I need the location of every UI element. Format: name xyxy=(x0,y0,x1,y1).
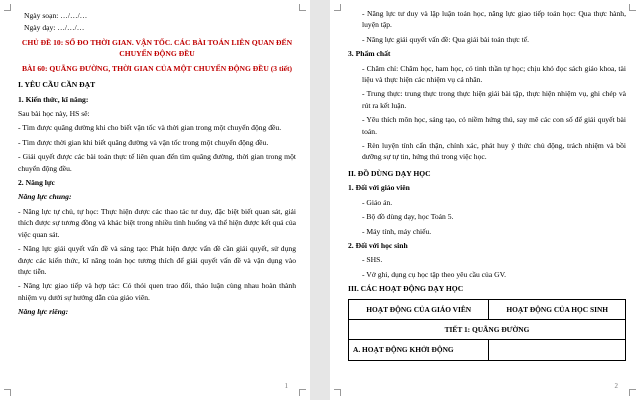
student-item: - Vở ghi, dụng cụ học tập theo yêu cầu của GV. xyxy=(362,269,506,279)
knowledge-item: - Giải quyết được các bài toán thực tế liên quan đến tìm quãng đường, thời gian trong một chuyển động đều. xyxy=(18,152,296,173)
general-competence-label: Năng lực chung: xyxy=(18,192,72,202)
teacher-item: - Bộ đồ dùng dạy, học Toán 5. xyxy=(362,212,454,222)
table-row xyxy=(349,340,626,360)
page-number: 1 xyxy=(284,382,288,390)
crop-mark xyxy=(299,4,306,11)
general-competence-item: - Năng lực giao tiếp và hợp tác: Có thói quen trao đổi, thảo luận cùng nhau hoàn thành nhiệm vụ dưới sự hướng dẫn của giáo viên. xyxy=(18,281,296,302)
knowledge-item: - Tìm được quãng đường khi cho biết vận tốc và thời gian trong một chuyển động đều. xyxy=(18,123,282,133)
subheading-student: 2. Đối với học sinh xyxy=(348,240,408,250)
table-header-row xyxy=(349,299,626,319)
document-page-1 xyxy=(0,0,310,400)
document-page-2 xyxy=(330,0,640,400)
quality-item: - Yêu thích môn học, sáng tạo, có niềm hứng thú, say mê các con số để giải quyết bài toán. xyxy=(362,115,626,136)
general-competence-item: - Năng lực tự chủ, tự học: Thực hiện được các thao tác tư duy, đặc biệt biết quan sát, giải thích được sự tương đồng và khác biệt trong nhiều tình huống và thể hiện được kết quả của việc quan sát. xyxy=(18,206,296,239)
crop-mark xyxy=(334,4,341,11)
subheading-competence: 2. Năng lực xyxy=(18,178,55,188)
date-prepared: Ngày soạn: …/…/… xyxy=(24,11,88,20)
teacher-item: - Máy tính, máy chiếu. xyxy=(362,226,432,236)
specific-competence-item: - Năng lực giải quyết vấn đề: Qua giải bài toán thực tế. xyxy=(362,34,530,44)
table-header-student: HOẠT ĐỘNG CỦA HỌC SINH xyxy=(489,299,626,319)
chapter-title: CHỦ ĐỀ 10: SỐ ĐO THỜI GIAN. VẬN TỐC. CÁC BÀI TOÁN LIÊN QUAN ĐẾN CHUYỂN ĐỘNG ĐỀU xyxy=(21,38,293,59)
subheading-teacher: 1. Đối với giáo viên xyxy=(348,183,410,193)
table-cell-empty xyxy=(489,340,626,360)
specific-competence-item: - Năng lực tư duy và lập luận toán học, năng lực giao tiếp toán học: Qua thực hành, luyện tập. xyxy=(362,9,626,30)
period-heading: TIẾT 1: QUÃNG ĐƯỜNG xyxy=(349,319,626,339)
subheading-qualities: 3. Phẩm chất xyxy=(348,49,391,59)
specific-competence-label: Năng lực riêng: xyxy=(18,307,69,317)
subheading-knowledge: 1. Kiến thức, kĩ năng: xyxy=(18,94,89,104)
intro-text: Sau bài học này, HS sẽ: xyxy=(18,109,90,119)
table-row xyxy=(349,319,626,339)
crop-mark xyxy=(629,4,636,11)
teacher-item: - Giáo án. xyxy=(362,197,393,207)
crop-mark xyxy=(334,389,341,396)
lesson-title: BÀI 60: QUÃNG ĐƯỜNG, THỜI GIAN CỦA MỘT CHUYỂN ĐỘNG ĐỀU (3 tiết) xyxy=(21,63,293,73)
section-heading-requirements: I. YÊU CẦU CẦN ĐẠT xyxy=(18,80,96,90)
activities-table xyxy=(348,299,626,361)
crop-mark xyxy=(629,389,636,396)
quality-item: - Rèn luyện tính cẩn thận, chính xác, phát huy ý thức chủ động, trách nhiệm và bồi dưỡng sự tự tin, hứng thú trong việc học. xyxy=(362,141,626,162)
quality-item: - Chăm chỉ: Chăm học, ham học, có tinh thần tự học; chịu khó đọc sách giáo khoa, tài liệu và thực hiện các nhiệm vụ cá nhân. xyxy=(362,63,626,85)
student-item: - SHS. xyxy=(362,255,383,265)
crop-mark xyxy=(4,389,11,396)
activity-heading: A. HOẠT ĐỘNG KHỞI ĐỘNG xyxy=(349,340,489,360)
knowledge-item: - Tìm được thời gian khi biết quãng đường và vận tốc trong một chuyển động đều. xyxy=(18,137,269,147)
section-heading-materials: II. ĐỒ DÙNG DẠY HỌC xyxy=(348,168,431,178)
crop-mark xyxy=(4,4,11,11)
page-number: 2 xyxy=(614,382,618,390)
crop-mark xyxy=(299,389,306,396)
general-competence-item: - Năng lực giải quyết vấn đề và sáng tạo: Phát hiện được vấn đề cần giải quyết, sử dụng được các kiến thức, kĩ năng toán học tương thích để giải quyết vấn đề và vận dụng vào thực tiễn. xyxy=(18,244,296,276)
date-taught: Ngày dạy: …/…/… xyxy=(24,23,85,32)
section-heading-activities: III. CÁC HOẠT ĐỘNG DẠY HỌC xyxy=(348,284,464,294)
quality-item: - Trung thực: trung thực trong thực hiện giải bài tập, thực hiện nhiệm vụ, ghi chép và rút ra kết luận. xyxy=(362,89,626,110)
table-header-teacher: HOẠT ĐỘNG CỦA GIÁO VIÊN xyxy=(349,299,489,319)
